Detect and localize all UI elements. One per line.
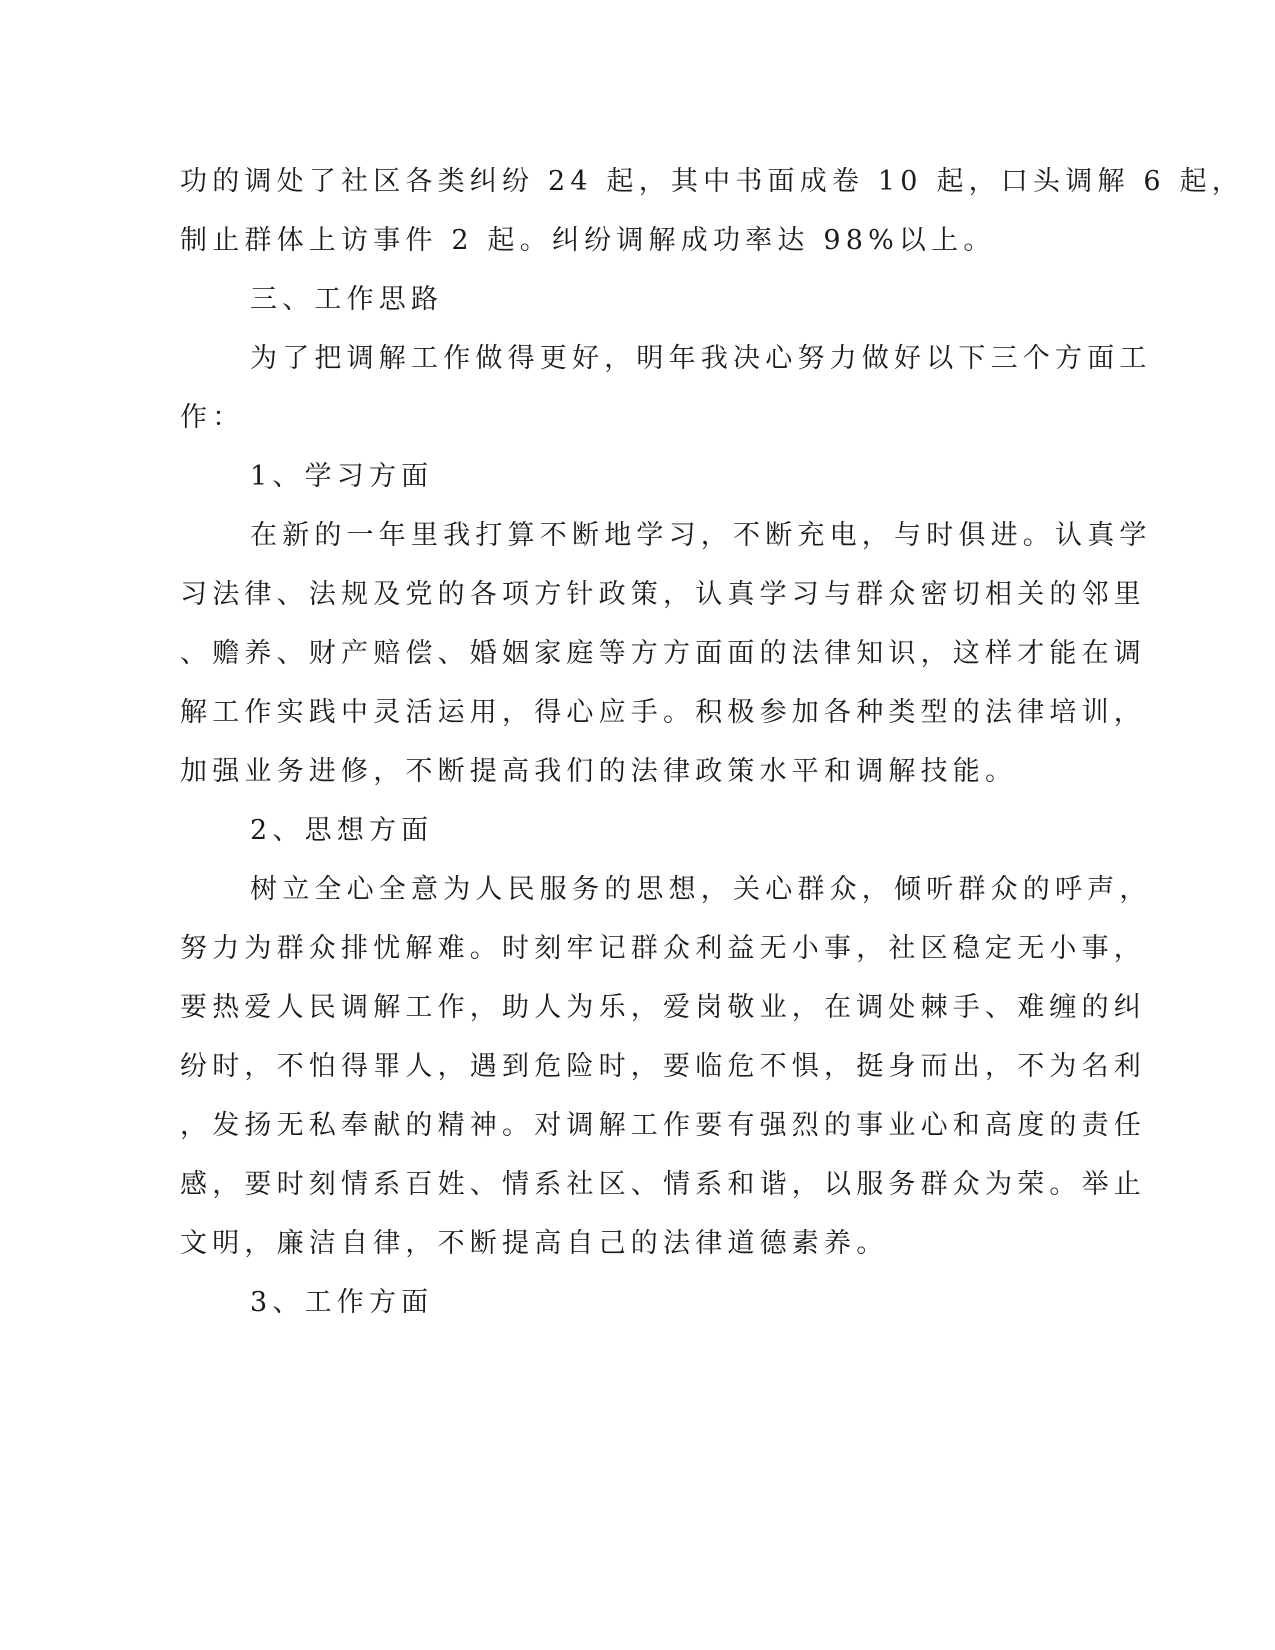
body-text-line: ，发扬无私奉献的精神。对调解工作要有强烈的事业心和高度的责任 (180, 1110, 1146, 1141)
body-text-line: 感，要时刻情系百姓、情系社区、情系和谐，以服务群众为荣。举止 (180, 1169, 1146, 1200)
subsection-heading-study: 1、学习方面 (250, 461, 434, 492)
body-text-line: 加强业务进修，不断提高我们的法律政策水平和调解技能。 (180, 756, 1018, 787)
body-text-line: 制止群体上访事件 2 起。纠纷调解成功率达 98%以上。 (180, 225, 996, 256)
body-text-line: 要热爱人民调解工作，助人为乐，爱岗敬业，在调处棘手、难缠的纠 (180, 992, 1146, 1023)
section-heading: 三、工作思路 (250, 284, 444, 315)
body-text-line: 纷时，不怕得罪人，遇到危险时，要临危不惧，挺身而出，不为名利 (180, 1051, 1146, 1082)
body-text-line: 功的调处了社区各类纠纷 24 起，其中书面成卷 10 起，口头调解 6 起， (180, 166, 1244, 197)
body-text-line: 、赡养、财产赔偿、婚姻家庭等方方面面的法律知识，这样才能在调 (180, 638, 1146, 669)
body-text-line: 习法律、法规及党的各项方针政策，认真学习与群众密切相关的邻里 (180, 579, 1146, 610)
body-text-line: 作： (180, 402, 245, 433)
body-text-line: 努力为群众排忧解难。时刻牢记群众利益无小事，社区稳定无小事， (180, 933, 1146, 964)
subsection-heading-thought: 2、思想方面 (250, 815, 434, 846)
subsection-heading-work: 3、工作方面 (250, 1287, 434, 1318)
body-text-line: 解工作实践中灵活运用，得心应手。积极参加各种类型的法律培训， (180, 697, 1146, 728)
body-text-line: 文明，廉洁自律，不断提高自己的法律道德素养。 (180, 1228, 889, 1259)
paragraph-first-line: 在新的一年里我打算不断地学习，不断充电，与时俱进。认真学 (250, 520, 1152, 551)
paragraph-first-line: 树立全心全意为人民服务的思想，关心群众，倾听群众的呼声， (250, 874, 1152, 905)
paragraph-first-line: 为了把调解工作做得更好，明年我决心努力做好以下三个方面工 (250, 343, 1152, 374)
